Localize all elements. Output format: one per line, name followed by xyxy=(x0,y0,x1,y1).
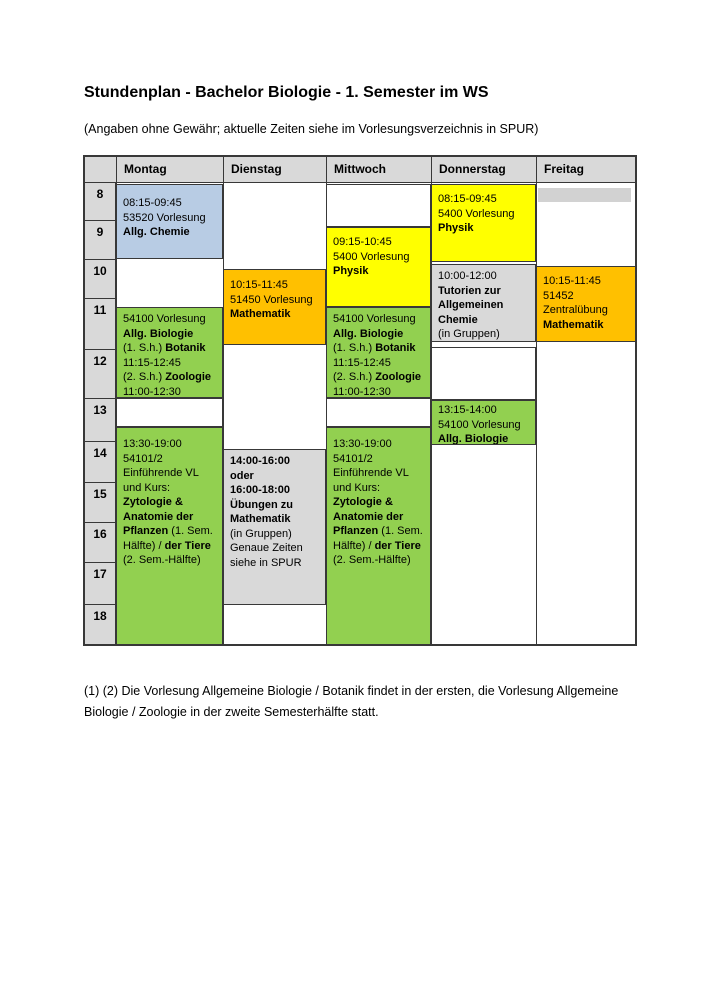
hour-label-13: 13 xyxy=(85,399,115,442)
day-header-donnerstag: Donnerstag xyxy=(439,162,506,176)
event-mit-biologie: 54100 Vorlesung Allg. Biologie (1. S.h.) Botanik 11:15-12:45 (2. S.h.) Zoologie 11:00-12:30 xyxy=(326,307,431,398)
hour-label-15: 15 xyxy=(85,483,115,523)
event-mon-chemie: 08:15-09:45 53520 Vorlesung Allg. Chemie xyxy=(116,184,223,259)
time-column xyxy=(85,183,116,644)
page-title: Stundenplan - Bachelor Biologie - 1. Semester im WS xyxy=(84,84,489,101)
event-don-tutorien: 10:00-12:00 Tutorien zur Allgemeinen Chemie (in Gruppen) xyxy=(431,264,536,342)
event-mit-spacer-top xyxy=(326,184,431,227)
day-header-dienstag: Dienstag xyxy=(231,162,282,176)
event-mon-spacer xyxy=(116,398,223,427)
grid-vline xyxy=(536,157,537,644)
hour-label-10: 10 xyxy=(85,260,115,299)
hour-label-11: 11 xyxy=(85,299,115,350)
day-header-freitag: Freitag xyxy=(544,162,585,176)
event-fre-zentral: 10:15-11:45 51452 Zentralübung Mathematik xyxy=(536,266,637,342)
event-fre-graybar xyxy=(538,188,631,202)
event-die-mathe: 10:15-11:45 51450 Vorlesung Mathematik xyxy=(223,269,326,345)
event-mit-physik: 09:15-10:45 5400 Vorlesung Physik xyxy=(326,227,431,307)
day-header-montag: Montag xyxy=(124,162,167,176)
footnote: (1) (2) Die Vorlesung Allgemeine Biologie / Botanik findet in der ersten, die Vorlesung Allgemeine Biologie / Zoologie in der zweite Semesterhälfte statt. xyxy=(84,684,619,719)
event-die-uebungen: 14:00-16:00 oder 16:00-18:00 Übungen zu Mathematik (in Gruppen) Genaue Zeiten siehe in SPUR xyxy=(223,449,326,605)
timetable-grid xyxy=(83,155,637,646)
hour-label-17: 17 xyxy=(85,563,115,605)
hour-label-9: 9 xyxy=(85,221,115,260)
event-don-physik: 08:15-09:45 5400 Vorlesung Physik xyxy=(431,184,536,262)
hour-label-14: 14 xyxy=(85,442,115,483)
hour-label-8: 8 xyxy=(85,183,115,221)
event-mon-kurs: 13:30-19:00 54101/2 Einführende VL und Kurs: Zytologie & Anatomie der Pflanzen (1. Sem. Hälfte) / der Tiere (2. Sem.-Hälfte) xyxy=(116,427,223,646)
page-subtitle: (Angaben ohne Gewähr; aktuelle Zeiten siehe im Vorlesungsverzeichnis in SPUR) xyxy=(84,122,539,136)
hour-label-12: 12 xyxy=(85,350,115,399)
day-header-mittwoch: Mittwoch xyxy=(334,162,386,176)
event-mon-biologie: 54100 Vorlesung Allg. Biologie (1. S.h.) Botanik 11:15-12:45 (2. S.h.) Zoologie 11:00-12:30 xyxy=(116,307,223,398)
event-don-spacer xyxy=(431,347,536,400)
event-mit-kurs: 13:30-19:00 54101/2 Einführende VL und Kurs: Zytologie & Anatomie der Pflanzen (1. Sem. Hälfte) / der Tiere (2. Sem.-Hälfte) xyxy=(326,427,431,646)
event-don-biologie: 13:15-14:00 54100 Vorlesung Allg. Biologie xyxy=(431,400,536,445)
event-mit-spacer xyxy=(326,398,431,427)
hour-label-18: 18 xyxy=(85,605,115,645)
hour-label-16: 16 xyxy=(85,523,115,563)
